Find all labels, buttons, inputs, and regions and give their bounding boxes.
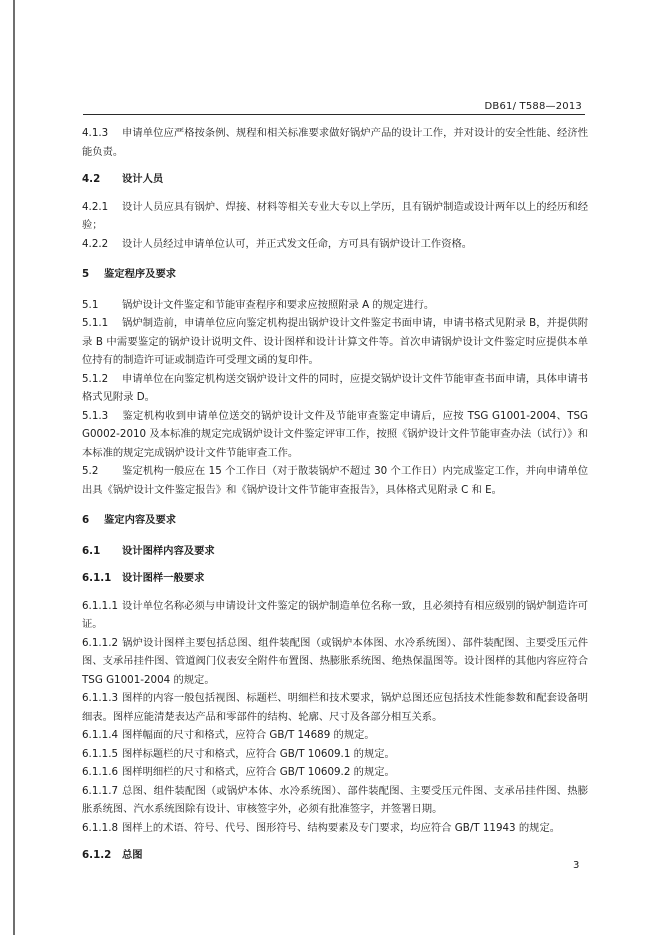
clause-number: 6.1.1.1 (82, 599, 119, 612)
clause-5-1-2 (82, 370, 588, 407)
clause-number: 6.1.1.6 (82, 766, 119, 778)
clause-text: 锅炉制造前，申请单位应向鉴定机构提出锅炉设计文件鉴定书面申请，申请书格式见附录 B，并提供附录 B 中需要鉴定的锅炉设计说明文件、设计图样和设计计算文件等。首次申请锅炉设计文件鉴定时应提供本单位持有的制造许可证或制造许可受理文函的复印件。 (82, 317, 588, 366)
clause-4-2-2 (82, 235, 588, 254)
clause-text: 图样标题栏的尺寸和格式，应符合 GB/T 10609.1 的规定。 (122, 747, 395, 760)
chapter-5-heading (82, 265, 588, 284)
section-4-2-heading (82, 170, 588, 189)
clause-number: 6.1.1.5 (82, 747, 119, 760)
section-6-1-heading (82, 542, 588, 561)
clause-text: 鉴定机构收到申请单位送交的锅炉设计文件及节能审查鉴定申请后，应按 TSG G1001-2004、TSG G0002-2010 及本标准的规定完成锅炉设计文件鉴定评审工作，按照《锅炉设计文件节能审查办法（试行）》和本标准的规定完成锅炉设计文件节能审查工作。 (82, 409, 588, 459)
chapter-number: 6 (82, 514, 90, 526)
clause-6-1-1-4 (82, 726, 588, 745)
section-title: 总图 (122, 849, 143, 861)
clause-text: 总图、组件装配图（或锅炉本体、水冷系统图）、部件装配图、主要受压元件图、支承吊挂件图、热膨胀系统图、汽水系统图除有设计、审核签字外，必须有批准签字，并签署日期。 (82, 784, 588, 815)
clause-number: 6.1.1.7 (82, 784, 119, 797)
clause-number: 4.2.1 (82, 200, 109, 213)
clause-4-1-3 (82, 124, 588, 161)
clause-text: 图样明细栏的尺寸和格式，应符合 GB/T 10609.2 的规定。 (122, 766, 395, 778)
clause-text: 设计单位名称必须与申请设计文件鉴定的锅炉制造单位名称一致，且必须持有相应级别的锅炉制造许可证。 (82, 599, 588, 630)
clause-number: 5.2 (82, 465, 99, 477)
clause-number: 5.1.1 (82, 317, 109, 329)
clause-text: 图样的内容一般包括视图、标题栏、明细栏和技术要求，锅炉总图还应包括技术性能参数和配套设备明细表。图样应能清楚表达产品和零部件的结构、轮廓、尺寸及各部分相互关系。 (82, 692, 588, 723)
clause-text: 图样上的术语、符号、代号、图形符号、结构要素及专门要求，均应符合 GB/T 11943 的规定。 (122, 821, 561, 834)
clause-6-1-1-1 (82, 597, 588, 634)
binding-margin-line (13, 0, 15, 935)
section-title: 设计图样内容及要求 (122, 544, 215, 557)
clause-text: 锅炉设计文件鉴定和节能审查程序和要求应按照附录 A 的规定进行。 (122, 298, 435, 311)
clause-6-1-1-5 (82, 745, 588, 764)
section-title: 设计人员 (122, 173, 164, 185)
section-title: 设计图样一般要求 (122, 572, 205, 584)
chapter-number: 5 (82, 268, 90, 280)
clause-text: 鉴定机构一般应在 15 个工作日（对于散装锅炉不超过 30 个工作日）内完成鉴定工作，并向申请单位出具《锅炉设计文件鉴定报告》和《锅炉设计文件节能审查报告》，具体格式见附录 C 和 E。 (82, 465, 588, 496)
clause-text: 设计人员应具有锅炉、焊接、材料等相关专业大专以上学历，且有锅炉制造或设计两年以上的经历和经验； (82, 200, 588, 231)
clause-5-1-3 (82, 407, 588, 463)
document-body (82, 124, 588, 865)
clause-5-2 (82, 462, 588, 499)
clause-6-1-1-3 (82, 689, 588, 726)
clause-6-1-1-6 (82, 763, 588, 782)
section-number: 6.1 (82, 544, 101, 557)
clause-text: 图样幅面的尺寸和格式，应符合 GB/T 14689 的规定。 (122, 729, 375, 741)
chapter-title: 鉴定内容及要求 (104, 514, 177, 526)
section-number: 6.1.2 (82, 849, 112, 861)
clause-number: 4.2.2 (82, 237, 109, 250)
standard-code-header: DB61/ T588—2013 (484, 101, 582, 112)
clause-6-1-1-7 (82, 782, 588, 819)
chapter-title: 鉴定程序及要求 (104, 268, 177, 280)
clause-number: 4.1.3 (82, 127, 109, 139)
clause-text: 申请单位在向鉴定机构送交锅炉设计文件的同时，应提交锅炉设计文件节能审查书面申请，具体申请书格式见附录 D。 (82, 372, 588, 403)
clause-number: 6.1.1.3 (82, 692, 119, 704)
section-6-1-1-heading (82, 569, 588, 588)
clause-number: 5.1 (82, 298, 99, 311)
section-number: 6.1.1 (82, 572, 112, 584)
clause-4-2-1 (82, 198, 588, 235)
page-number: 3 (573, 860, 580, 871)
clause-number: 6.1.1.8 (82, 821, 119, 834)
clause-5-1-1 (82, 314, 588, 370)
clause-5-1 (82, 296, 588, 315)
section-number: 4.2 (82, 173, 101, 185)
clause-number: 6.1.1.4 (82, 729, 119, 741)
clause-number: 6.1.1.2 (82, 636, 119, 649)
clause-6-1-1-2 (82, 634, 588, 690)
clause-number: 5.1.2 (82, 372, 109, 385)
clause-text: 申请单位应严格按条例、规程和相关标准要求做好锅炉产品的设计工作，并对设计的安全性能、经济性能负责。 (82, 127, 588, 158)
header-rule (83, 114, 585, 115)
clause-6-1-1-8 (82, 819, 588, 838)
clause-number: 5.1.3 (82, 409, 109, 422)
clause-text: 锅炉设计图样主要包括总图、组件装配图（或锅炉本体图、水冷系统图）、部件装配图、主要受压元件图、支承吊挂件图、管道阀门仪表安全附件布置图、热膨胀系统图、绝热保温图等。设计图样的其他内容应符合 TSG G1001-2004 的规定。 (82, 636, 588, 686)
clause-text: 设计人员经过申请单位认可，并正式发文任命，方可具有锅炉设计工作资格。 (122, 237, 473, 250)
section-6-1-2-heading (82, 846, 588, 865)
chapter-6-heading (82, 511, 588, 530)
